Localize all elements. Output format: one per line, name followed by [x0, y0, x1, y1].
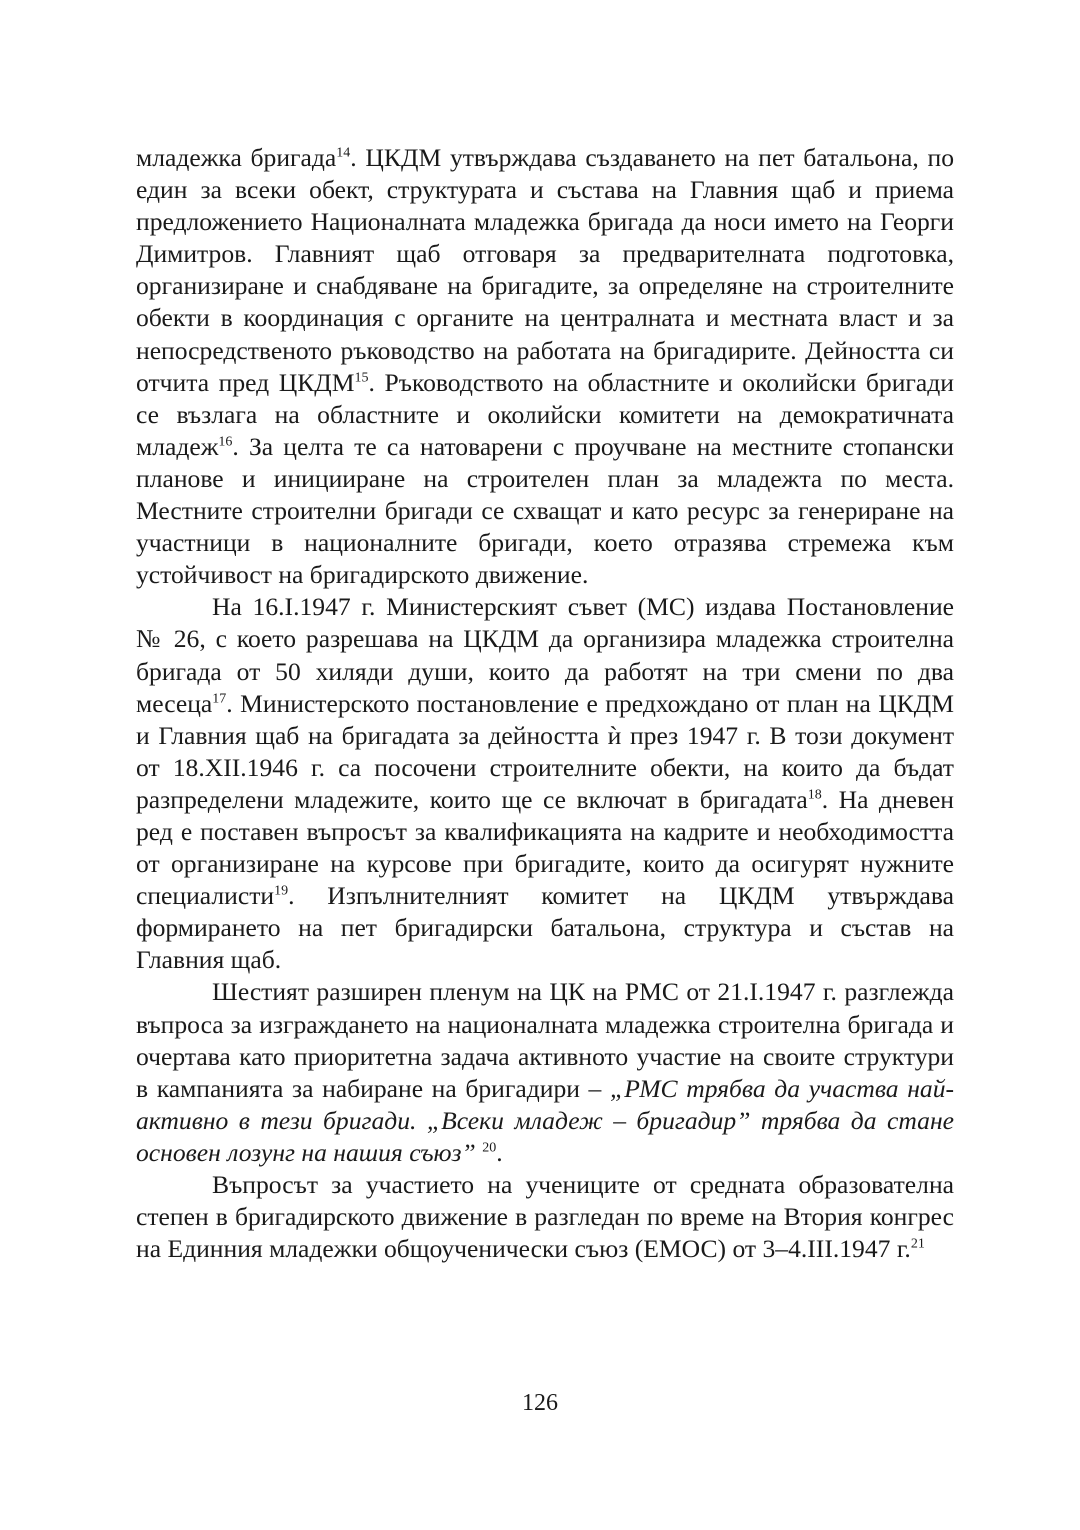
- body-text: На 16.I.1947 г. Министерският съвет (МС) издава Постановление № 26, с което разрешава на ЦКДМ да организира младежка строителна бригада от 50 хиляди души, които да работят на три смени по два месеца: [136, 592, 954, 718]
- page-number: 126: [522, 1390, 558, 1416]
- footnote-ref: 14: [336, 145, 351, 161]
- body-text: Шестият разширен пленум на ЦК на РМС от 21.I.1947 г. разглежда въпроса за изграждането на националната младежка строителна бригада и очертава като приоритетна задача активното участие на своите структури в кампанията за набиране на бригадири –: [136, 977, 954, 1103]
- body-text: . ЦКДМ утвърждава създаването на пет батальона, по един за всеки обект, структурата и състава на Главния щаб и приема предложението Националната младежка бригада да носи името на Георги Димитров. Главният щаб отговаря за предварителната подготовка, организиране и снабдяване на бригадите, за определяне на строителните обекти в координация с органите на централната и местната власт и за непосредственото ръководство на работата на бригадирите. Дейността си отчита пред ЦКДМ: [136, 143, 954, 397]
- body-text: . Министерското постановление е предхождано от план на ЦКДМ и Главния щаб на бригадата за дейността ѝ през 1947 г. В този документ от 18.XII.1946 г. са посочени строителните обекти, на които да бъдат разпределени младежите, които ще се включат в бригадата: [136, 688, 954, 814]
- footnote-ref: 20: [482, 1140, 497, 1156]
- paragraph-1: [136, 142, 954, 591]
- footnote-ref: 15: [354, 370, 369, 386]
- paragraph-2: [136, 591, 954, 976]
- footnote-ref: 17: [212, 691, 227, 707]
- body-text: . На дневен ред е поставен въпросът за квалификацията на кадрите и необходимостта от организиране на курсове при бригадите, които да осигурят нужните специалисти: [136, 784, 954, 911]
- body-text: . Ръководството на областните и околийски бригади се възлага на областните и околийски комитети на демократичната младеж: [136, 367, 954, 461]
- footnote-ref: 21: [910, 1236, 925, 1252]
- body-text: . Изпълнителният комитет на ЦКДМ утвърждава формирането на пет бригадирски батальона, структура и състав на Главния щаб.: [136, 881, 954, 975]
- quote-text: „РМС трябва да участва най-активно в тези бригади. „Всеки младеж – бригадир” трябва да стане основен лозунг на нашия съюз”: [136, 1073, 955, 1167]
- body-text: . За целта те са натоварени с проучване на местните стопански планове и иницииране на строителен план за младежта по места. Местните строителни бригади се схващат и като ресурс за генериране на участници в националните бригади, което отразява стремежа към устойчивост на бригадирското движение.: [136, 431, 954, 590]
- footnote-ref: 19: [274, 883, 289, 899]
- paragraph-3: [136, 976, 954, 1169]
- body-text: младежка бригада: [136, 143, 337, 172]
- document-body: [136, 142, 954, 1265]
- paragraph-4: [136, 1169, 954, 1265]
- body-text: Въпросът за участието на учениците от средната образователна степен в бригадирското движение в разгледан по време на Втория конгрес на Единния младежки общоученически съюз (ЕМОС) от 3–4.III.1947 г.: [136, 1170, 954, 1264]
- footnote-ref: 16: [218, 434, 233, 450]
- body-text: .: [496, 1137, 503, 1167]
- footnote-ref: 18: [807, 787, 822, 803]
